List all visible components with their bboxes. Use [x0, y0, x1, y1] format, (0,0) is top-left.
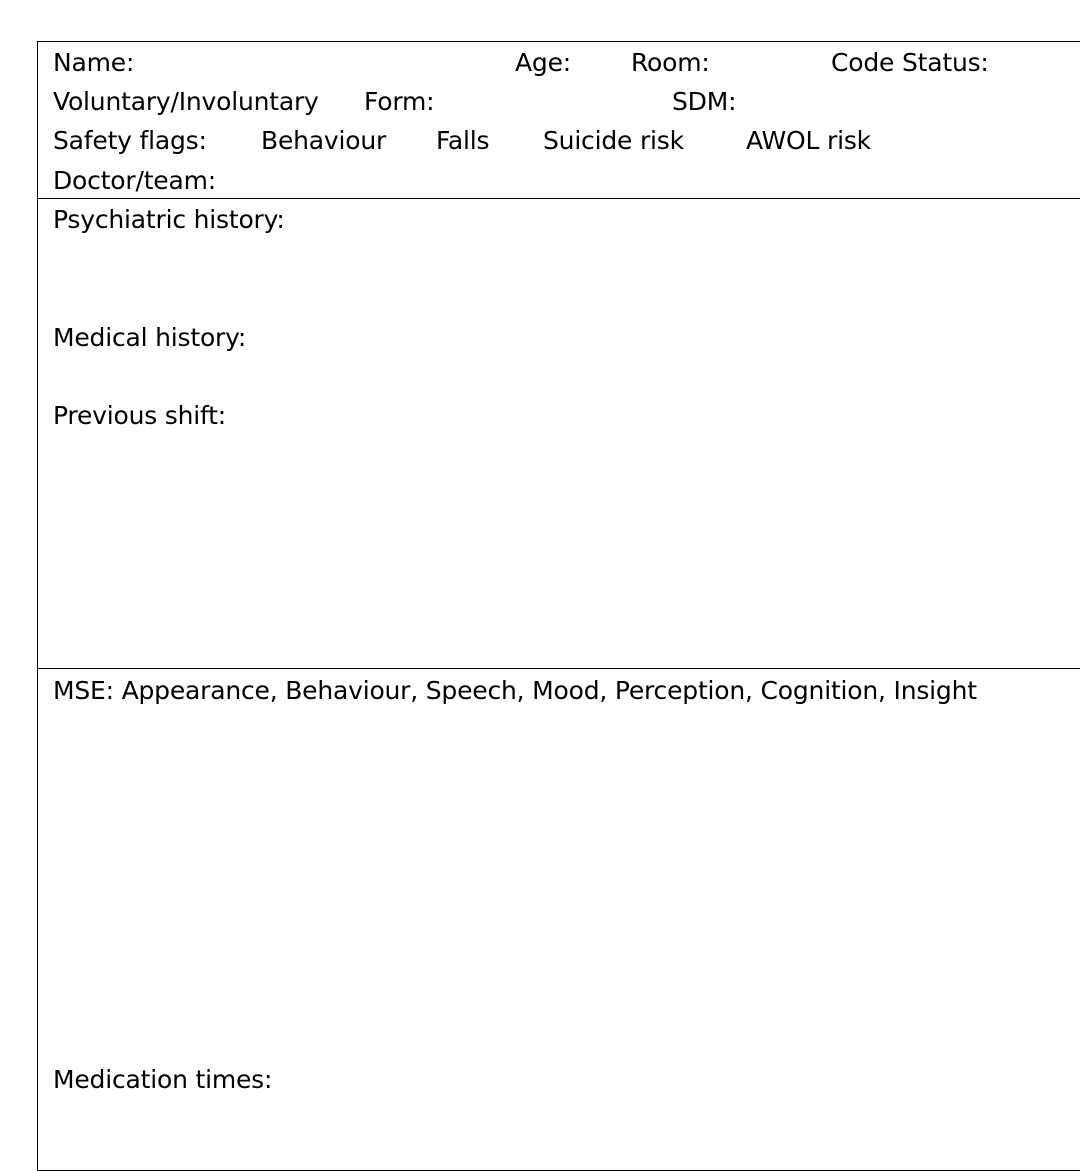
- doctor-team-label: Doctor/team:: [53, 166, 216, 195]
- room-label: Room:: [631, 48, 710, 77]
- code-status-label: Code Status:: [831, 48, 989, 77]
- medical-history-label: Medical history:: [53, 323, 247, 352]
- voluntary-involuntary-label: Voluntary/Involuntary: [53, 87, 319, 116]
- flag-awol-risk: AWOL risk: [746, 126, 871, 155]
- handover-form: [37, 41, 1080, 1171]
- flag-falls: Falls: [436, 126, 490, 155]
- age-label: Age:: [515, 48, 571, 77]
- medication-times-label: Medication times:: [53, 1065, 273, 1094]
- header-divider: [38, 198, 1080, 199]
- form-label: Form:: [364, 87, 435, 116]
- psychiatric-history-label: Psychiatric history:: [53, 205, 285, 234]
- flag-suicide-risk: Suicide risk: [543, 126, 684, 155]
- safety-flags-label: Safety flags:: [53, 126, 207, 155]
- previous-shift-label: Previous shift:: [53, 401, 227, 430]
- flag-behaviour: Behaviour: [261, 126, 387, 155]
- history-divider: [38, 668, 1080, 669]
- mse-label: MSE: Appearance, Behaviour, Speech, Mood, Perception, Cognition, Insight: [53, 676, 977, 705]
- sdm-label: SDM:: [672, 87, 737, 116]
- name-label: Name:: [53, 48, 135, 77]
